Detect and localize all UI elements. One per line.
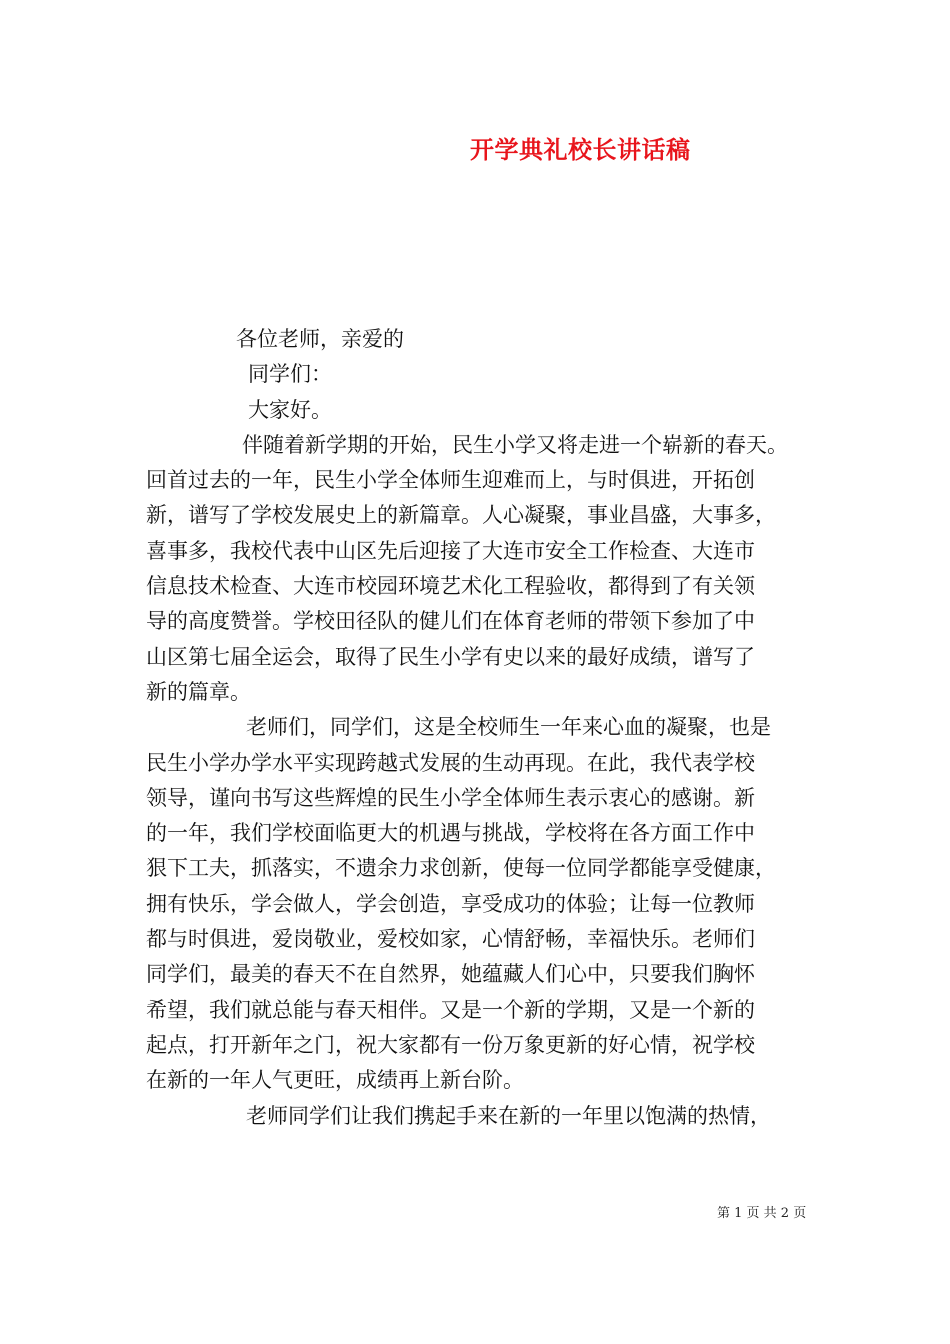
paragraph-line: 拥有快乐，学会做人，学会创造，享受成功的体验；让每一位教师 bbox=[146, 891, 755, 916]
paragraph-line: 同学们，最美的春天不在自然界，她蕴藏人们心中，只要我们胸怀 bbox=[146, 962, 755, 987]
paragraph-line: 新，谱写了学校发展史上的新篇章。人心凝聚，事业昌盛，大事多， bbox=[146, 503, 776, 528]
paragraph-line: 在新的一年人气更旺，成绩再上新台阶。 bbox=[146, 1068, 524, 1093]
document-title: 开学典礼校长讲话稿 bbox=[470, 135, 691, 164]
paragraph-line: 的一年，我们学校面临更大的机遇与挑战，学校将在各方面工作中 bbox=[146, 821, 755, 846]
paragraph-line: 狠下工夫，抓落实，不遗余力求创新，使每一位同学都能享受健康， bbox=[146, 856, 776, 881]
paragraph-line: 回首过去的一年，民生小学全体师生迎难而上，与时俱进，开拓创 bbox=[146, 468, 755, 493]
paragraph-line: 伴随着新学期的开始，民生小学又将走进一个崭新的春天。 bbox=[242, 432, 788, 457]
paragraph-line: 希望，我们就总能与春天相伴。又是一个新的学期，又是一个新的 bbox=[146, 997, 755, 1022]
paragraph-line: 起点，打开新年之门，祝大家都有一份万象更新的好心情，祝学校 bbox=[146, 1032, 755, 1057]
paragraph-line: 老师们，同学们，这是全校师生一年来心血的凝聚，也是 bbox=[246, 715, 771, 740]
paragraph-line: 领导，谨向书写这些辉煌的民生小学全体师生表示衷心的感谢。新 bbox=[146, 785, 755, 810]
page-number: 第 1 页 共 2 页 bbox=[717, 1206, 807, 1221]
paragraph-line: 老师同学们让我们携起手来在新的一年里以饱满的热情， bbox=[246, 1103, 771, 1128]
paragraph-line: 信息技术检查、大连市校园环境艺术化工程验收，都得到了有关领 bbox=[146, 574, 755, 599]
salutation-line: 同学们： bbox=[248, 362, 332, 387]
paragraph-line: 新的篇章。 bbox=[146, 679, 251, 704]
salutation-line: 各位老师，亲爱的 bbox=[236, 327, 404, 351]
paragraph-line: 都与时俱进，爱岗敬业，爱校如家，心情舒畅，幸福快乐。老师们 bbox=[146, 927, 755, 952]
paragraph-line: 喜事多，我校代表中山区先后迎接了大连市安全工作检查、大连市 bbox=[146, 538, 755, 563]
paragraph-line: 导的高度赞誉。学校田径队的健儿们在体育老师的带领下参加了中 bbox=[146, 609, 755, 634]
paragraph-line: 山区第七届全运会，取得了民生小学有史以来的最好成绩，谱写了 bbox=[146, 644, 755, 669]
document-body bbox=[146, 322, 836, 1134]
greeting-line: 大家好。 bbox=[248, 397, 332, 422]
paragraph-line: 民生小学办学水平实现跨越式发展的生动再现。在此，我代表学校 bbox=[146, 750, 755, 775]
